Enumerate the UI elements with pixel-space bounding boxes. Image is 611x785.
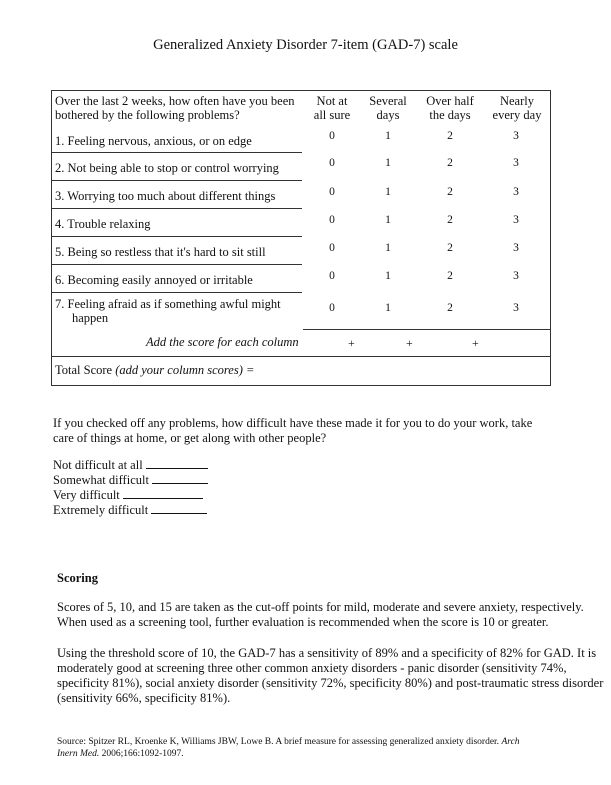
difficulty-question: If you checked off any problems, how difficult have these made it for you to do your work, take care of things at home, or get along with other people? [53, 416, 533, 445]
total-score-label: Total Score (add your column scores) = [55, 363, 255, 377]
row-divider [52, 292, 302, 293]
score-3-cell[interactable]: 3 [513, 186, 519, 198]
difficulty-option[interactable]: Extremely difficult [53, 503, 208, 518]
row-divider [52, 264, 302, 265]
scoring-heading: Scoring [57, 571, 98, 585]
score-1-cell[interactable]: 1 [385, 186, 391, 198]
score-1-cell[interactable]: 1 [385, 302, 391, 314]
score-0-cell[interactable]: 0 [329, 270, 335, 282]
item-5: 5. Being so restless that it's hard to sit still [55, 245, 266, 259]
total-row-divider [52, 356, 550, 357]
score-1-cell[interactable]: 1 [385, 130, 391, 142]
score-3-cell[interactable]: 3 [513, 130, 519, 142]
score-3-cell[interactable]: 3 [513, 302, 519, 314]
scoring-paragraph-2: Using the threshold score of 10, the GAD-7 has a sensitivity of 89% and a specificity of 82% for GAD. It is moderately good at screening three other common anxiety disorders - panic disorder (sensitivity 74%, specificity 81%), social anxiety disorder (sensitivity 72%, specificity 80%) and post-traumatic stress disorder (sensitivity 66%, specificity 81%). [57, 646, 604, 705]
item-7: 7. Feeling afraid as if something awful might happen [55, 297, 281, 325]
plus-sign: + [406, 336, 413, 350]
score-0-cell[interactable]: 0 [329, 130, 335, 142]
difficulty-options [53, 458, 208, 518]
row-divider [52, 180, 302, 181]
column-header-nearly-every-day: Nearly every day [492, 94, 542, 122]
answer-line[interactable] [152, 473, 208, 484]
score-3-cell[interactable]: 3 [513, 214, 519, 226]
score-0-cell[interactable]: 0 [329, 157, 335, 169]
scoring-paragraph-1: Scores of 5, 10, and 15 are taken as the cut-off points for mild, moderate and severe anxiety, respectively. When used as a screening tool, further evaluation is recommended when the score is 10 or greater. [57, 600, 584, 629]
difficulty-option[interactable]: Not difficult at all [53, 458, 208, 473]
plus-sign: + [348, 336, 355, 350]
row-divider [52, 208, 302, 209]
column-header-over-half: Over half the days [426, 94, 474, 122]
source-citation: Source: Spitzer RL, Kroenke K, Williams JBW, Lowe B. A brief measure for assessing generalized anxiety disorder. Arch Inern Med. 2006;166:1092-1097. [57, 737, 520, 759]
score-3-cell[interactable]: 3 [513, 157, 519, 169]
score-2-cell[interactable]: 2 [447, 157, 453, 169]
answer-line[interactable] [146, 458, 208, 469]
score-2-cell[interactable]: 2 [447, 186, 453, 198]
column-header-several-days: Several days [369, 94, 407, 122]
score-2-cell[interactable]: 2 [447, 214, 453, 226]
item-2: 2. Not being able to stop or control worrying [55, 161, 279, 175]
score-2-cell[interactable]: 2 [447, 270, 453, 282]
score-3-cell[interactable]: 3 [513, 270, 519, 282]
row-divider [52, 152, 302, 153]
add-score-label: Add the score for each column [146, 335, 299, 349]
score-1-cell[interactable]: 1 [385, 214, 391, 226]
score-2-cell[interactable]: 2 [447, 130, 453, 142]
score-0-cell[interactable]: 0 [329, 302, 335, 314]
gad7-table [51, 90, 551, 386]
column-header-not-at-all: Not at all sure [313, 94, 351, 122]
difficulty-option[interactable]: Somewhat difficult [53, 473, 208, 488]
question-prompt: Over the last 2 weeks, how often have you been bothered by the following problems? [55, 94, 295, 122]
difficulty-option[interactable]: Very difficult [53, 488, 208, 503]
item-3: 3. Worrying too much about different things [55, 189, 276, 203]
score-2-cell[interactable]: 2 [447, 302, 453, 314]
item-1: 1. Feeling nervous, anxious, or on edge [55, 134, 252, 148]
score-2-cell[interactable]: 2 [447, 242, 453, 254]
score-1-cell[interactable]: 1 [385, 242, 391, 254]
score-0-cell[interactable]: 0 [329, 186, 335, 198]
score-1-cell[interactable]: 1 [385, 157, 391, 169]
sum-row-divider [303, 329, 550, 330]
answer-line[interactable] [151, 503, 207, 514]
plus-sign: + [472, 336, 479, 350]
item-4: 4. Trouble relaxing [55, 217, 151, 231]
row-divider [52, 236, 302, 237]
answer-line[interactable] [123, 488, 203, 499]
page-title: Generalized Anxiety Disorder 7-item (GAD-7) scale [153, 37, 458, 53]
score-1-cell[interactable]: 1 [385, 270, 391, 282]
score-3-cell[interactable]: 3 [513, 242, 519, 254]
score-0-cell[interactable]: 0 [329, 242, 335, 254]
item-6: 6. Becoming easily annoyed or irritable [55, 273, 253, 287]
score-0-cell[interactable]: 0 [329, 214, 335, 226]
